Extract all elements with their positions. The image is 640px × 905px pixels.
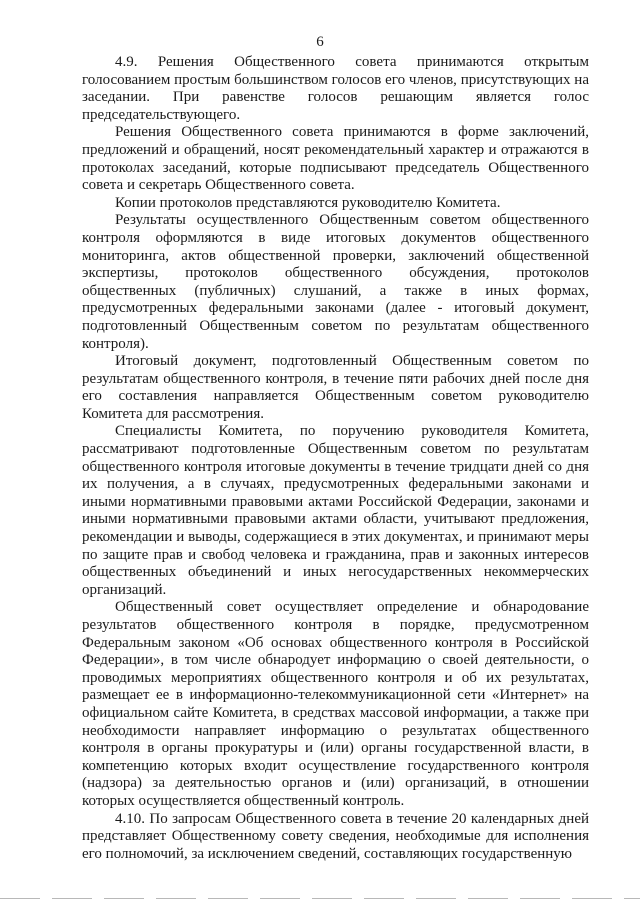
paragraph-final-document: Итоговый документ, подготовленный Общественным советом по результатам общественного контроля, в течение пяти рабочих дней после дня его составления направляется Общественным советом руководителю Комитета для рассмотрения. (82, 353, 589, 422)
paragraph-4-10: 4.10. По запросам Общественного совета в течение 20 календарных дней представляет Общественному совету сведения, необходимые для исполнения его полномочий, за исключением сведений, составляющих государственную (82, 810, 589, 862)
paragraph-4-9: 4.9. Решения Общественного совета принимаются открытым голосованием простым большинством голосов его членов, присутствующих на заседании. При равенстве голосов решающим является голос председательствующего. (82, 54, 589, 123)
document-body (82, 54, 589, 863)
paragraph-protocol-copies: Копии протоколов представляются руководителю Комитета. (115, 194, 501, 211)
paragraph-control-results: Результаты осуществленного Общественным советом общественного контроля оформляются в виде итоговых документов общественного мониторинга, актов общественной проверки, заключений общественной экспертизы, протоколов общественного обсуждения, протоколов общественных (публичных) слушаний, а также в иных формах, предусмотренных федеральными законами (далее - итоговый документ, подготовленный Общественным советом по результатам общественного контроля). (82, 212, 589, 352)
paragraph-committee-specialists: Специалисты Комитета, по поручению руководителя Комитета, рассматривают подготовленные Общественным советом по результатам общественного контроля итоговые документы в течение тридцати дней со дня их получения, а в случаях, предусмотренных федеральными законами и иными нормативными правовыми актами Российской Федерации, законами и иными нормативными правовыми актами области, учитывают предложения, рекомендации и выводы, содержащиеся в этих документах, и принимают меры по защите прав и свобод человека и гражданина, прав и законных интересов общественных объединений и иных негосударственных некоммерческих организаций. (82, 423, 589, 598)
paragraph-decisions-form: Решения Общественного совета принимаются в форме заключений, предложений и обращений, носят рекомендательный характер и отражаются в протоколах заседаний, которые подписывают председатель Общественного совета и секретарь Общественного совета. (82, 124, 589, 194)
paragraph-publication: Общественный совет осуществляет определение и обнародование результатов общественного контроля в порядке, предусмотренном Федеральным законом «Об основах общественного контроля в Российской Федерации», в том числе обнародует информацию о своей деятельности, о проводимых мероприятиях общественного контроля и об их результатах, размещает ее в информационно-телекоммуникационной сети «Интернет» на официальном сайте Комитета, в средствах массовой информации, а также при необходимости направляет информацию о результатах общественного контроля в органы прокуратуры и (или) органы государственной власти, в компетенцию которых входит осуществление государственного контроля (надзора) за деятельностью органов и (или) организаций, в отношении которых осуществляется общественный контроль. (82, 599, 589, 809)
page-number: 6 (316, 34, 324, 50)
scan-edge-line (0, 898, 640, 899)
